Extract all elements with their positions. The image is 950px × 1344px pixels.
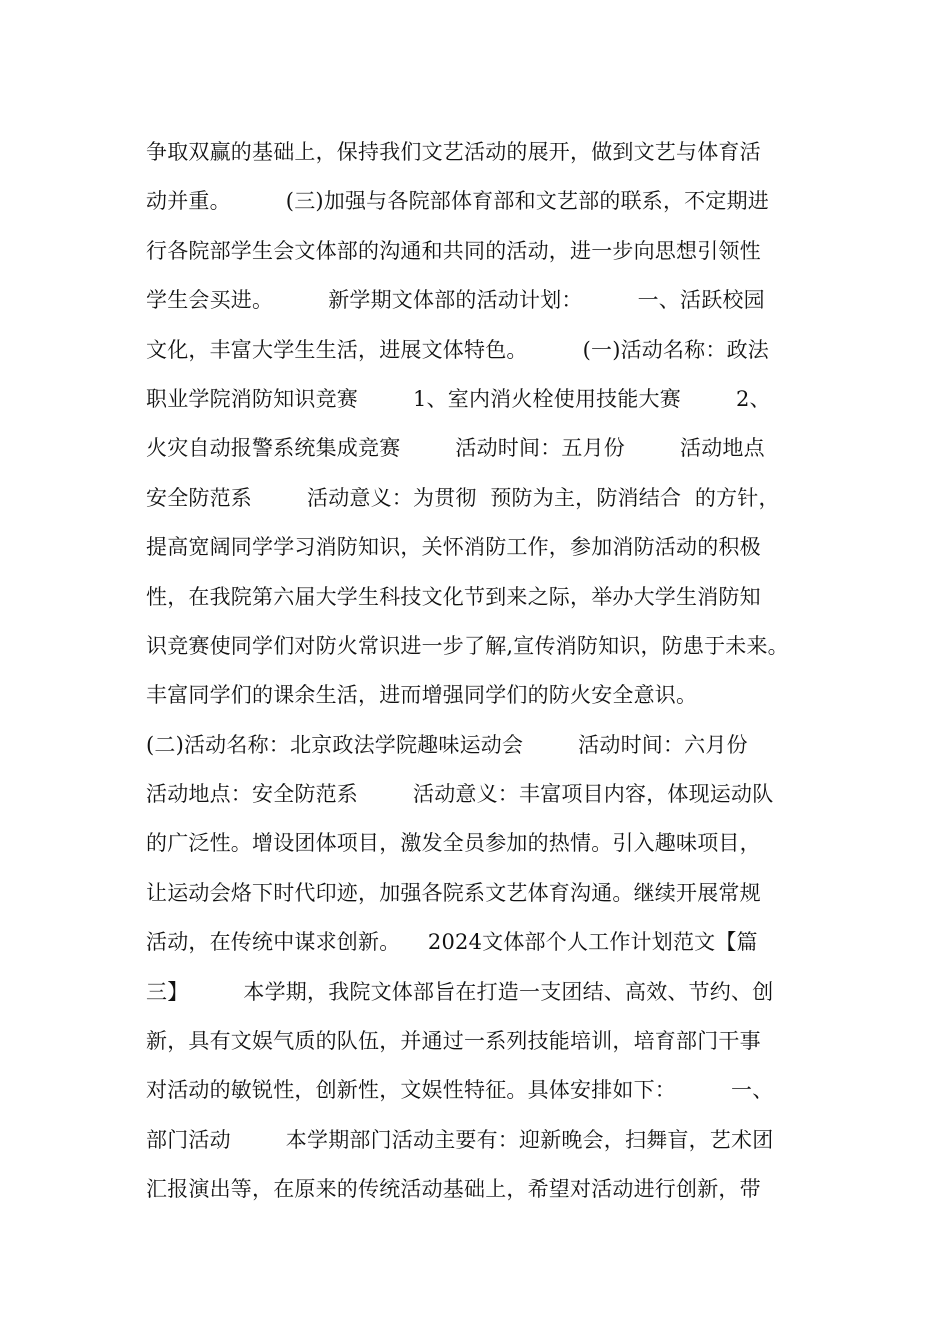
text-line: 三】 本学期，我院文体部旨在打造一支团结、高效、节约、创 [146, 979, 774, 1004]
text-line: 动并重。 (三)加强与各院部体育部和文艺部的联系，不定期进 [146, 189, 769, 214]
text-line: 对活动的敏锐性，创新性，文娱性特征。具体安排如下： 一、 [146, 1078, 774, 1103]
text-line: 争取双赢的基础上，保持我们文艺活动的展开，做到文艺与体育活 [146, 140, 761, 164]
text-line: 职业学院消防知识竞赛 1、室内消火栓使用技能大赛 2、 [146, 386, 771, 411]
text-line: 丰富同学们的课余生活，进而增强同学们的防火安全意识。 [146, 683, 698, 708]
text-line: 文化，丰富大学生生活，进展文体特色。 (一)活动名称：政法 [146, 337, 769, 362]
text-line: (二)活动名称：北京政法学院趣味运动会 活动时间：六月份 [146, 732, 748, 757]
text-line: 让运动会烙下时代印迹，加强各院系文艺体育沟通。继续开展常规 [146, 880, 761, 905]
body-text [146, 128, 826, 1215]
text-line: 提高宽阔同学学习消防知识，关怀消防工作，参加消防活动的积极 [146, 535, 761, 560]
text-line: 识竞赛使同学们对防火常识进一步了解,宣传消防知识，防患于未来。 [146, 633, 789, 658]
text-line: 活动地点：安全防范系 活动意义：丰富项目内容，体现运动队 [146, 782, 774, 807]
text-line: 部门活动 本学期部门活动主要有：迎新晚会，扫舞盲，艺术团 [146, 1127, 774, 1152]
text-line: 活动，在传统中谋求创新。 2024文体部个人工作计划范文【篇 [146, 930, 758, 955]
text-line: 性，在我院第六届大学生科技文化节到来之际，举办大学生消防知 [146, 584, 761, 609]
text-line: 学生会买进。 新学期文体部的活动计划： 一、活跃校园 [146, 288, 765, 313]
text-line: 新，具有文娱气质的队伍，并通过一系列技能培训，培育部门干事 [146, 1029, 761, 1054]
text-line: 安全防范系 活动意义：为贯彻 预防为主，防消结合 的方针， [146, 485, 780, 510]
text-line: 行各院部学生会文体部的沟通和共同的活动，进一步向思想引领性 [146, 238, 761, 263]
text-line: 火灾自动报警系统集成竞赛 活动时间：五月份 活动地点 [146, 436, 765, 461]
text-line: 的广泛性。增设团体项目，激发全员参加的热情。引入趣味项目， [146, 831, 761, 856]
text-line: 汇报演出等，在原来的传统活动基础上，希望对活动进行创新，带 [146, 1177, 761, 1202]
